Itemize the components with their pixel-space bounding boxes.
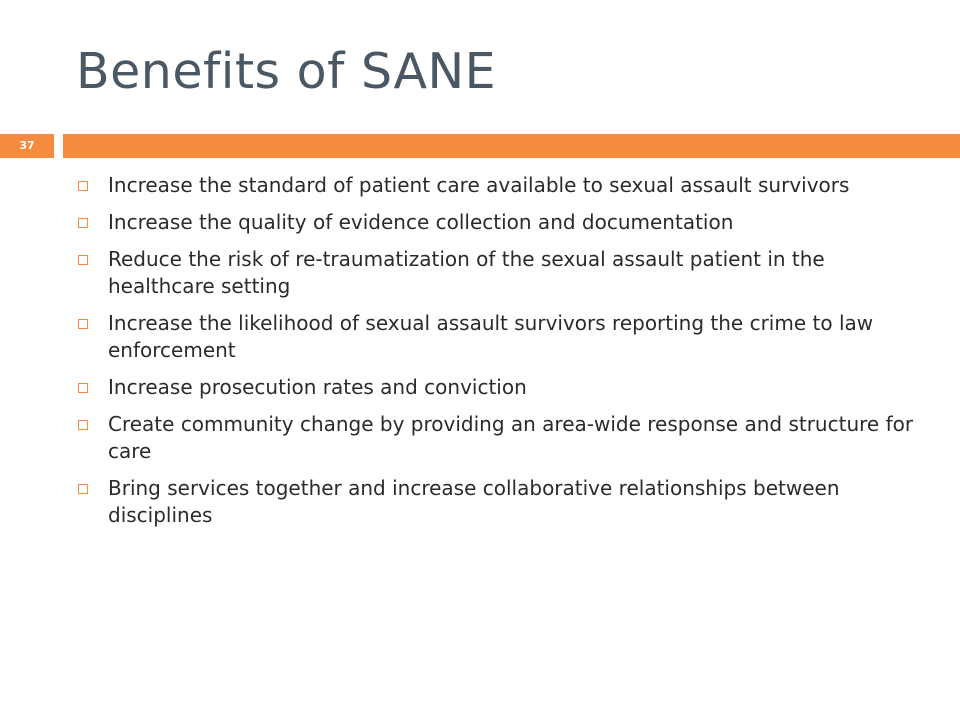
square-outline-icon (78, 181, 88, 191)
bullet-item (76, 310, 936, 364)
square-outline-icon (78, 484, 88, 494)
square-outline-icon (78, 218, 88, 228)
bullet-item (76, 172, 936, 199)
bullet-text: Increase the standard of patient care available to sexual assault survivors (108, 173, 850, 197)
bullet-item (76, 411, 936, 465)
slide-number: 37 (0, 134, 54, 158)
bullet-item (76, 209, 936, 236)
bullet-text: Bring services together and increase collaborative relationships between disciplines (108, 476, 840, 527)
accent-bar (63, 134, 960, 158)
slide-title: Benefits of SANE (76, 43, 497, 100)
bullet-list (76, 172, 936, 539)
bullet-text: Increase the likelihood of sexual assault survivors reporting the crime to law enforcement (108, 311, 874, 362)
bullet-item (76, 246, 936, 300)
bullet-text: Reduce the risk of re-traumatization of the sexual assault patient in the healthcare setting (108, 247, 825, 298)
square-outline-icon (78, 420, 88, 430)
bullet-text: Create community change by providing an area-wide response and structure for care (108, 412, 914, 463)
square-outline-icon (78, 319, 88, 329)
bullet-item (76, 475, 936, 529)
bullet-item (76, 374, 936, 401)
square-outline-icon (78, 383, 88, 393)
bullet-text: Increase prosecution rates and conviction (108, 375, 527, 399)
square-outline-icon (78, 255, 88, 265)
bullet-text: Increase the quality of evidence collection and documentation (108, 210, 734, 234)
